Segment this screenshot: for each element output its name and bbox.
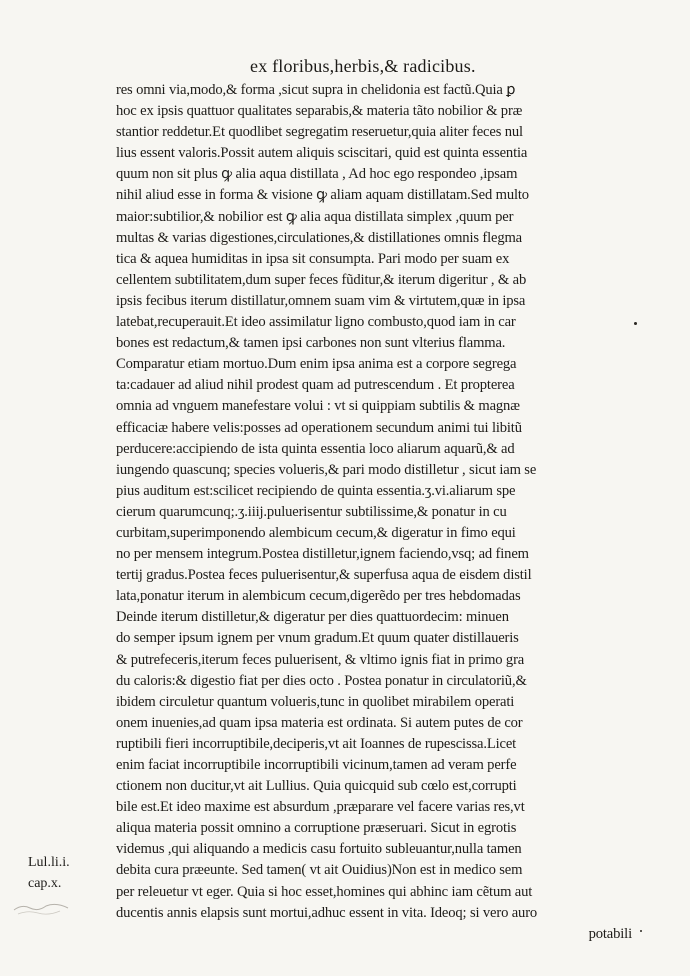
text-line: videmus ,qui aliquando a medicis casu fortuito subleuantur,nulla tamen [116, 841, 522, 858]
text-line: do semper ipsum ignem per vnum gradum.Et quum quater distillaueris [116, 630, 519, 647]
main-text-block [116, 80, 636, 945]
text-line: aliqua materia possit omnino a corruptione præseruari. Sicut in egrotis [116, 820, 517, 837]
text-line: ibidem circuletur quantum volueris,tunc in quolibet mirabilem operati [116, 693, 515, 710]
text-line: ctionem non ducitur,vt ait Lullius. Quia quicquid sub cœlo est,corrupti [116, 778, 517, 795]
text-line: omnia ad vnguem manefestare volui : vt si quippiam subtilis & magnæ [116, 398, 520, 415]
ink-stain [12, 896, 72, 920]
text-line: no per mensem integrum.Postea distilletur,ignem faciendo,vsq; ad finem [116, 546, 529, 563]
text-line: bile est.Et ideo maxime est absurdum ,præparare vel facere varias res,vt [116, 799, 525, 816]
text-line: perducere:accipiendo de ista quinta essentia loco aliarum aquarũ,& ad [116, 440, 515, 457]
marginal-note-line: Lul.li.i. [28, 855, 70, 870]
text-line: per releuetur vt eger. Quia si hoc esset,homines qui abhinc iam cẽtum aut [116, 883, 533, 900]
text-line: multas & varias digestiones,circulationes,& distillationes omnis flegma [116, 229, 523, 246]
text-line: Comparatur etiam mortuo.Dum enim ipsa anima est a corpore segrega [116, 356, 517, 373]
text-line: bones est redactum,& tamen ipsi carbones non sunt vlterius flamma. [116, 335, 506, 352]
text-line: maior:subtilior,& nobilior est ꝙ alia aqua distillata simplex ,quum per [116, 208, 514, 225]
text-line: ruptibili fieri incorruptibile,deciperis,vt ait Ioannes de rupescissa.Licet [116, 735, 517, 752]
text-line: ta:cadauer ad aliud nihil prodest quam ad putrescendum . Et propterea [116, 377, 515, 394]
text-line: du caloris:& digestio fiat per dies octo . Postea ponatur in circulatoriũ,& [116, 672, 527, 689]
text-line: stantior reddetur.Et quodlibet segregatim reseruetur,quia aliter feces nul [116, 124, 523, 141]
text-line: debita cura præeunte. Sed tamen( vt ait Ouidius)Non est in medico sem [116, 862, 523, 879]
text-line: & putrefeceris,iterum feces puluerisent, & vltimo ignis fiat in primo gra [116, 651, 525, 668]
ink-speck [640, 930, 642, 932]
ink-speck [634, 322, 637, 325]
text-line: Deinde iterum distilletur,& digeratur per dies quattuordecim: minuen [116, 609, 509, 626]
text-line: pius auditum est:scilicet recipiendo de quinta essentia.ʒ.vi.aliarum spe [116, 482, 516, 499]
text-line: res omni via,modo,& forma ,sicut supra in chelidonia est factũ.Quia ꝑ [116, 82, 516, 98]
marginal-note [28, 852, 70, 894]
text-line: lata,ponatur iterum in alembicum cecum,digerẽdo per tres hebdomadas [116, 588, 521, 605]
catchword: potabili [588, 925, 632, 942]
text-line: tertij gradus.Postea feces puluerisentur,& superfusa aqua de eisdem distil [116, 567, 532, 584]
running-head: ex floribus,herbis,& radicibus. [250, 56, 476, 76]
marginal-note-line: cap.x. [28, 876, 62, 891]
text-line: curbitam,superimponendo alembicum cecum,& digeratur in fimo equi [116, 524, 516, 541]
text-line: quum non sit plus ꝙ alia aqua distillata , Ad hoc ego respondeo ,ipsam [116, 166, 518, 183]
text-line: ipsis fecibus iterum distillatur,omnem suam vim & virtutem,quæ in ipsa [116, 292, 526, 309]
text-line: cierum quarumcunq;.ʒ.iiij.puluerisentur subtilissime,& ponatur in cu [116, 503, 507, 520]
text-line: lius essent valoris.Possit autem aliquis sciscitari, quid est quinta essentia [116, 145, 528, 162]
text-line: latebat,recuperauit.Et ideo assimilatur ligno combusto,quod iam in car [116, 314, 516, 331]
text-line: onem inuenies,ad quam ipsa materia est ordinata. Si autem putes de cor [116, 714, 523, 731]
text-line: enim faciat incorruptibile incorruptibili vicinum,tamen ad veram perfe [116, 757, 517, 773]
text-line: efficaciæ habere velis:posses ad operationem secundum animi tui libitũ [116, 419, 522, 436]
text-line: nihil aliud esse in forma & visione ꝙ aliam aquam distillatam.Sed multo [116, 187, 529, 204]
text-line: tica & aquea humiditas in ipsa sit consumpta. Pari modo per suam ex [116, 250, 510, 267]
text-line: ducentis annis elapsis sunt mortui,adhuc essent in vita. Ideoq; si vero auro [116, 904, 538, 921]
text-line: cellentem subtilitatem,dum super feces fũditur,& iterum digeritur , & ab [116, 271, 527, 288]
text-line: hoc ex ipsis quattuor qualitates separabis,& materia tãto nobilior & præ [116, 103, 523, 120]
text-line: iungendo quascunq; species volueris,& pari modo distilletur , sicut iam se [116, 461, 537, 478]
